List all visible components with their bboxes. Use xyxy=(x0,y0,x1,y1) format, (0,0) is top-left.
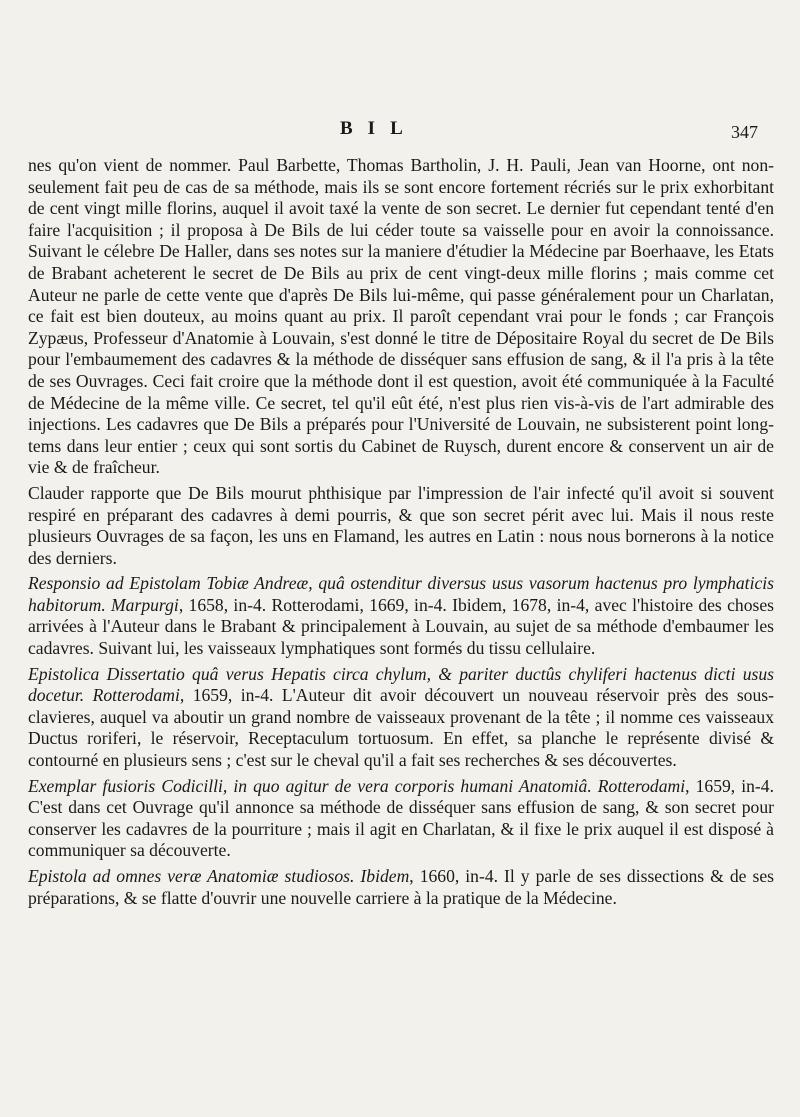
entry-title: Responsio ad Epistolam Tobiæ Andreæ, quâ ostenditur diversus usus vasorum hactenus pro lymphaticis habitorum. Marpurgi xyxy=(28,573,774,615)
entry-title: Exemplar fusioris Codicilli, in quo agitur de vera corporis humani Anatomiâ. Rotterodami xyxy=(28,775,686,796)
entry-description: , 1659, in-4. C'est dans cet Ouvrage qu'il annonce sa méthode de disséquer sans effusion de sang, & son secret pour conserver les cadavres de la pourriture ; mais il agit en Charlatan, & il fixe le prix auquel il est disposé à communiquer sa découverte. xyxy=(28,775,774,861)
paragraph: nes qu'on vient de nommer. Paul Barbette, Thomas Bartholin, J. H. Pauli, Jean van Hoorne, ont non-seulement fait peu de cas de sa méthode, mais ils se sont encore fortement récriés sur le prix exhorbitant de cent vingt mille florins, auquel il avoit taxé la vente de son secret. Le dernier fut cependant tenté d'en faire l'acquisition ; il proposa à De Bils de lui céder toute sa vaisselle pour en avoir la connoissance. Suivant le célebre De Haller, dans ses notes sur la maniere d'étudier la Médecine par Boerhaave, les Etats de Brabant acheterent le secret de De Bils au prix de cent vingt-deux mille florins ; mais comme cet Auteur ne parle de cette vente que d'après De Bils lui-même, qui passe généralement pour un Charlatan, ce fait est bien douteux, au moins quant au prix. Il paroît cependant vrai pour le fonds ; car François Zypæus, Professeur d'Anatomie à Louvain, s'est donné le titre de Dépositaire Royal du secret de De Bils pour l'embaumement des cadavres & la méthode de disséquer sans effusion de sang, & il l'a pris à la tête de ses Ouvrages. Ceci fait croire que la méthode dont il est question, avoit été communiquée à la Faculté de Médecine de la même ville. Ce secret, tel qu'il eût été, n'est plus rien vis-à-vis de l'art admirable des injections. Les cadavres que De Bils a préparés pour l'Université de Louvain, ne subsisterent point long-tems dans leur entier ; ceux qui sont sortis du Cabinet de Ruysch, durent encore & conservent un air de vie & de fraîcheur. xyxy=(28,155,774,478)
entry-description: , 1658, in-4. Rotterodami, 1669, in-4. Ibidem, 1678, in-4, avec l'histoire des choses arrivées à l'Auteur dans le Brabant & principalement à Louvain, au sujet de sa méthode d'embaumer les cadavres. Suivant lui, les vaisseaux lymphatiques sont formés du tissu cellulaire. xyxy=(28,594,774,659)
page-body xyxy=(28,155,774,909)
bibliography-entry xyxy=(28,866,774,909)
bibliography-entry xyxy=(28,776,774,862)
bibliography-entry xyxy=(28,573,774,659)
entry-description: , 1660, in-4. Il y parle de ses dissections & de ses préparations, & se flatte d'ouvrir une nouvelle carriere à la pratique de la Médecine. xyxy=(28,866,774,908)
entry-description: , 1659, in-4. L'Auteur dit avoir découvert un nouveau réservoir près des sous-clavieres, auquel va aboutir un grand nombre de vaisseaux provenant de la tête ; il nomme ces vaisseaux Ductus roriferi, le réservoir, Receptaculum tortuosum. En effet, sa planche le représente divisé & contourné en plusieurs sens ; c'est sur le cheval qu'il a fait ses recherches & ses découvertes. xyxy=(28,685,774,771)
entry-title: Epistolica Dissertatio quâ verus Hepatis circa chylum, & pariter ductûs chyliferi hactenus dicti usus docetur. Rotterodami xyxy=(28,663,774,706)
bibliography-entry xyxy=(28,664,774,772)
paragraph: Clauder rapporte que De Bils mourut phthisique par l'impression de l'air infecté qu'il avoit si souvent respiré en préparant des cadavres à demi pourris, & que son secret périt avec lui. Mais il nous reste plusieurs Ouvrages de sa façon, les uns en Flamand, les autres en Latin : nous nous bornerons à la notice des derniers. xyxy=(28,482,774,568)
header-title: BIL xyxy=(340,118,418,139)
running-header xyxy=(0,118,800,148)
entry-title: Epistola ad omnes veræ Anatomiæ studiosos. Ibidem xyxy=(28,866,410,886)
page-number: 347 xyxy=(731,122,758,142)
